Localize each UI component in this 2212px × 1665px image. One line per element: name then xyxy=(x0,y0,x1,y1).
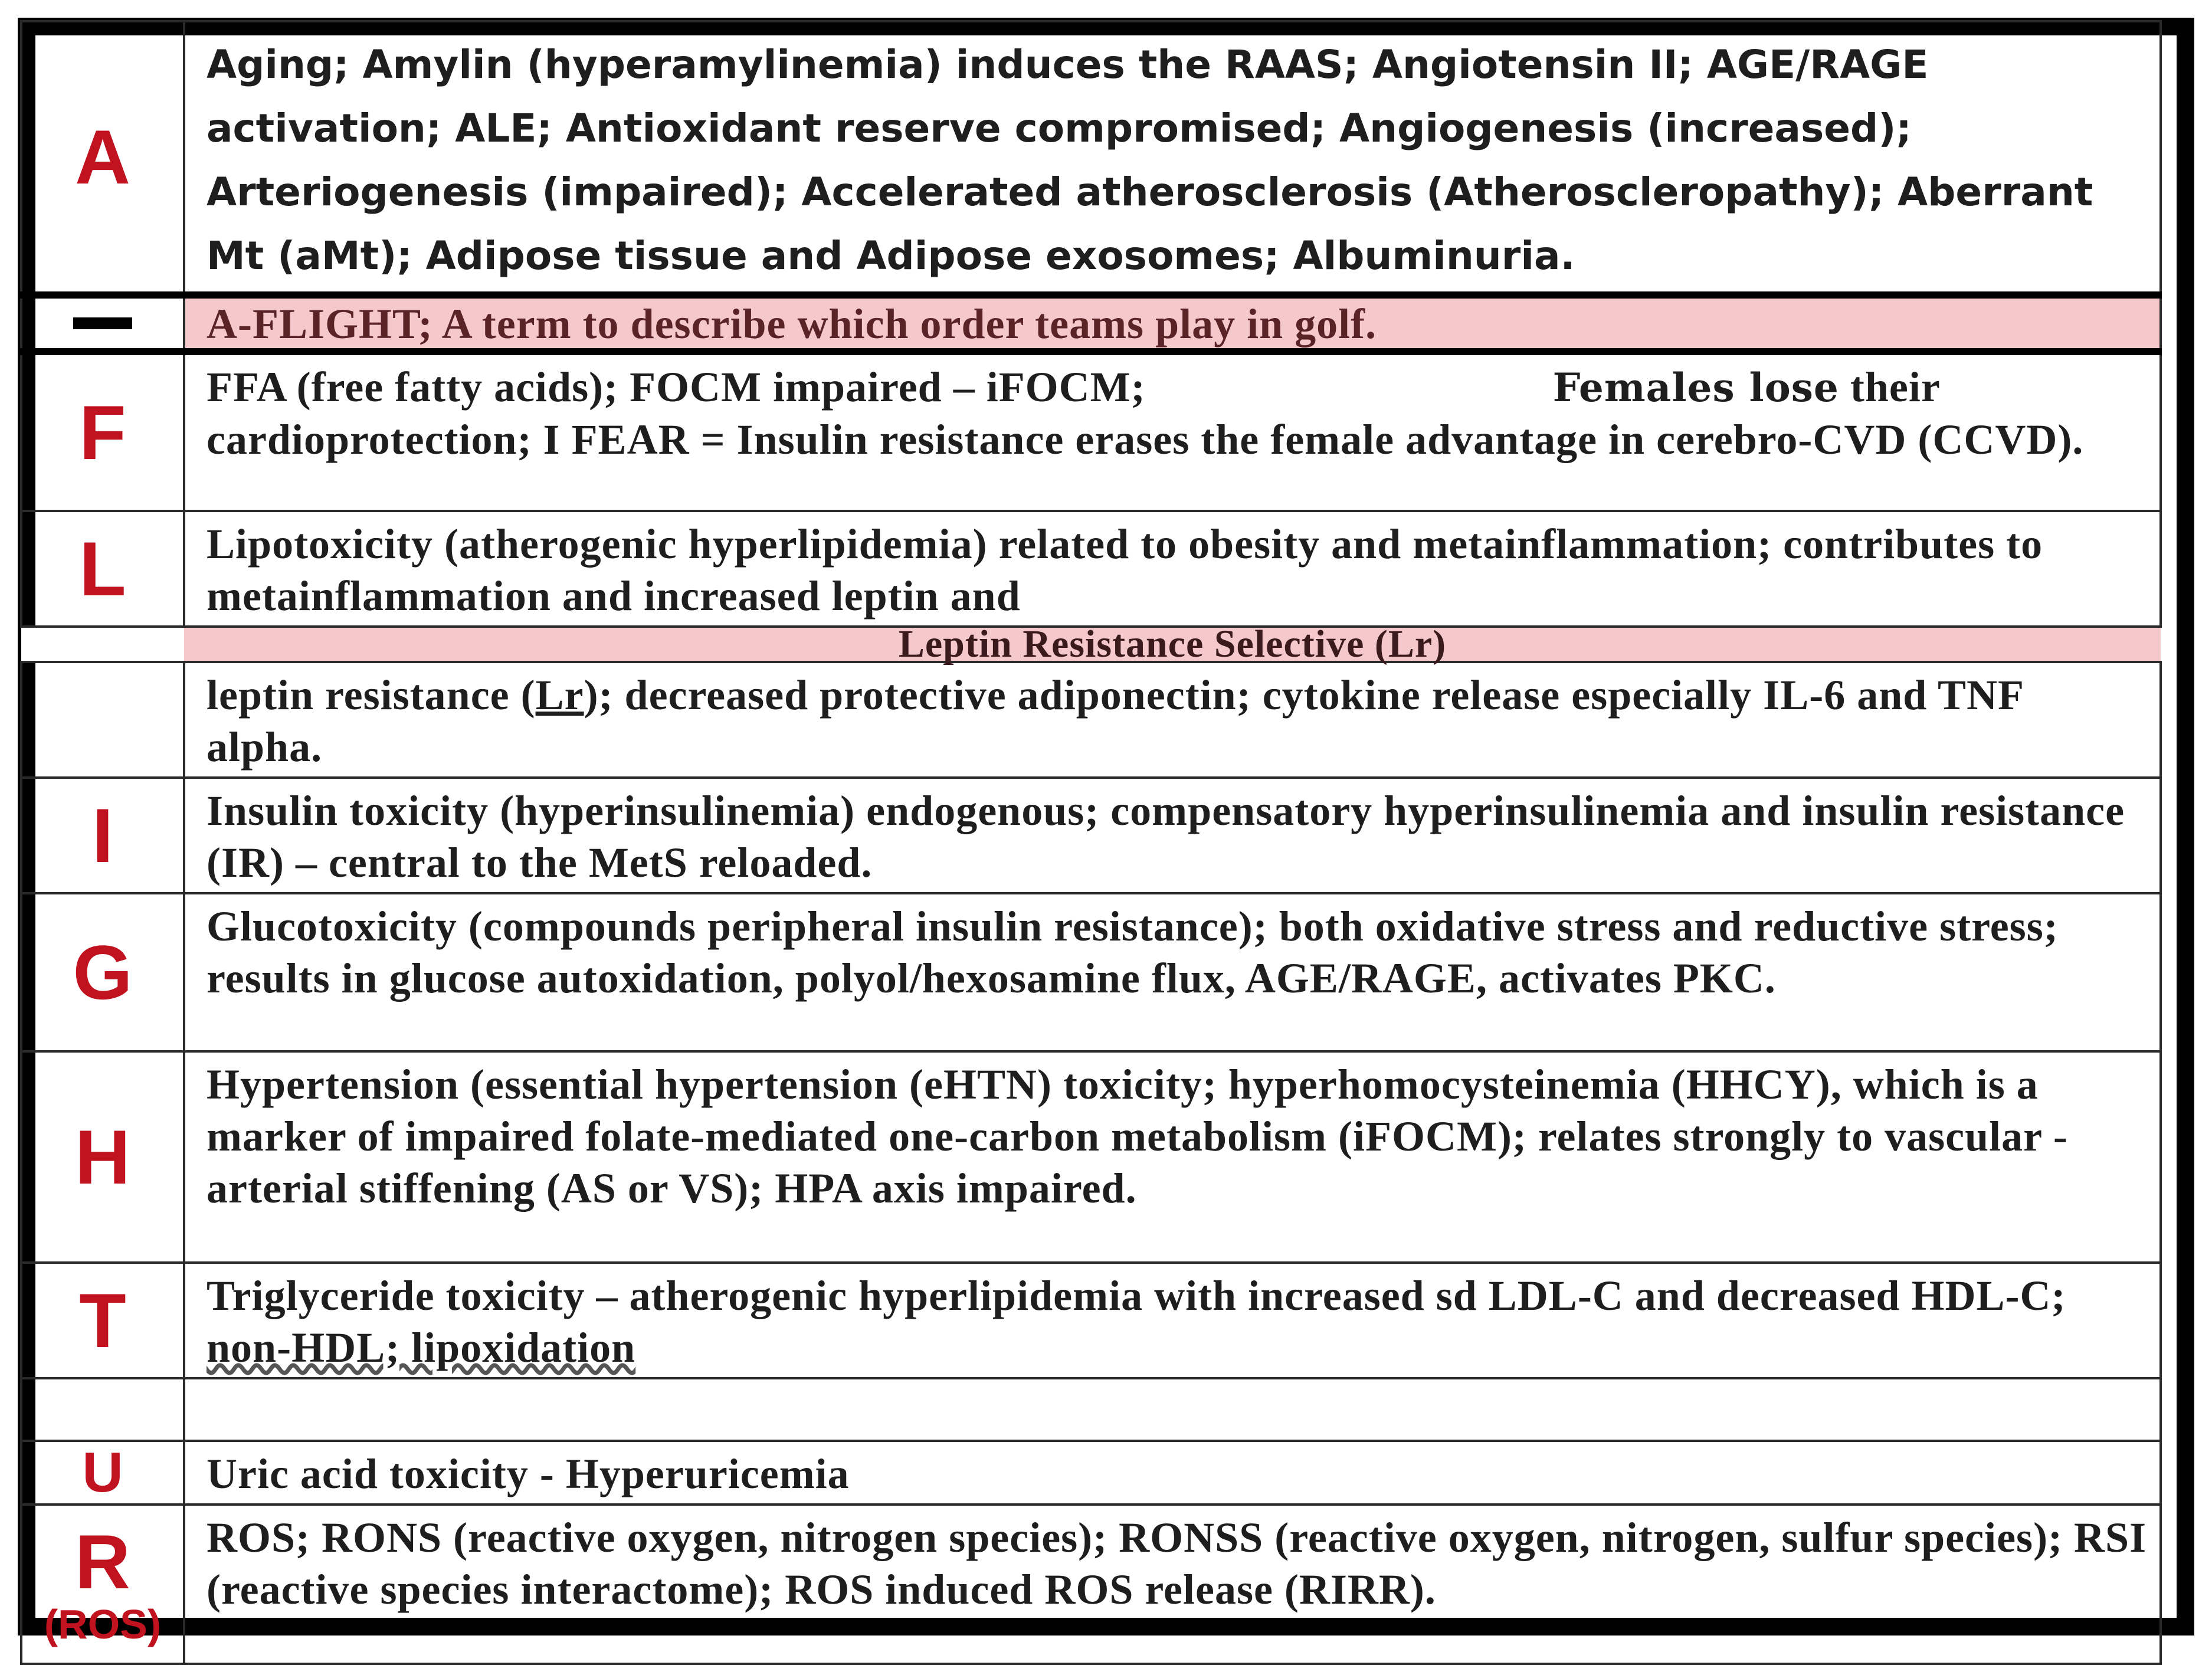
row-letter-t: T xyxy=(21,1263,184,1378)
table-row-r xyxy=(21,1505,2161,1664)
row-text-flight: A-FLIGHT; A term to describe which order teams play in golf. xyxy=(184,295,2161,352)
row-letter-dash xyxy=(21,295,184,352)
row-text-blank xyxy=(184,1378,2161,1441)
row-text-l2-part3: ); decreased protective adiponectin; cytokine release especially IL-6 and TNF alpha. xyxy=(207,671,2023,771)
row-text-l: Lipotoxicity (atherogenic hyperlipidemia) related to obesity and metainflammation; contributes to metainflammation and increased leptin and xyxy=(184,511,2161,627)
afflightur-acronym-table xyxy=(20,20,2162,1665)
leptin-resistance-banner: Leptin Resistance Selective (Lr) xyxy=(184,627,2161,662)
table-row-leptin-header xyxy=(21,627,2161,662)
table-row-a xyxy=(21,21,2161,295)
table-row-l-continued xyxy=(21,662,2161,778)
row-text-l-continued xyxy=(184,662,2161,778)
dash-mark xyxy=(73,317,132,329)
row-text-g: Glucotoxicity (compounds peripheral insulin resistance); both oxidative stress and reductive stress; results in glucose autoxidation, polyol/hexosamine flux, AGE/RAGE, activates PKC. xyxy=(184,893,2161,1051)
row-text-l2-part1: leptin resistance ( xyxy=(207,671,536,719)
row-text-t xyxy=(184,1263,2161,1378)
table-row-i xyxy=(21,778,2161,893)
row-text-h: Hypertension (essential hypertension (eHTN) toxicity; hyperhomocysteinemia (HHCY), which is a marker of impaired folate-mediated one-carbon metabolism (iFOCM); relates strongly to vascular - arterial stiffening (AS or VS); HPA axis impaired. xyxy=(184,1051,2161,1263)
row-letter-a: A xyxy=(21,21,184,295)
row-letter-i: I xyxy=(21,778,184,893)
row-text-f-part3: their cardioprotection; I FEAR = Insulin resistance erases the female advantage in cerebro-CVD (CCVD). xyxy=(207,363,2084,463)
table-row-u xyxy=(21,1441,2161,1505)
table-row-f xyxy=(21,352,2161,511)
row-letter-u: U xyxy=(21,1441,184,1505)
row-text-u: Uric acid toxicity - Hyperuricemia xyxy=(184,1441,2161,1505)
table-row-blank xyxy=(21,1378,2161,1441)
row-letter-l: L xyxy=(21,511,184,627)
row-letter-empty-2 xyxy=(21,662,184,778)
row-letter-r: R (ROS) xyxy=(21,1505,184,1664)
row-letter-r-sub: (ROS) xyxy=(44,1601,162,1647)
table-row-g xyxy=(21,893,2161,1051)
row-text-t-part1: Triglyceride toxicity – atherogenic hyperlipidemia with increased sd LDL-C and decreased HDL-C; xyxy=(207,1272,2066,1319)
row-text-f-part2: Females lose xyxy=(1552,365,1839,411)
table-row-h xyxy=(21,1051,2161,1263)
row-text-i: Insulin toxicity (hyperinsulinemia) endogenous; compensatory hyperinsulinemia and insulin resistance (IR) – central to the MetS reloaded. xyxy=(184,778,2161,893)
row-text-f-part1: FFA (free fatty acids); FOCM impaired – iFOCM; xyxy=(207,363,1146,411)
row-letter-f: F xyxy=(21,352,184,511)
table-row-flight xyxy=(21,295,2161,352)
row-text-a: Aging; Amylin (hyperamylinemia) induces the RAAS; Angiotensin II; AGE/RAGE activation; ALE; Antioxidant reserve compromised; Angiogenesis (increased); Arteriogenesis (impaired); Accelerated atherosclerosis (Atheroscleropathy); Aberrant Mt (aMt); Adipose tissue and Adipose exosomes; Albuminuria. xyxy=(184,21,2161,295)
row-text-r: ROS; RONS (reactive oxygen, nitrogen species); RONSS (reactive oxygen, nitrogen, sulfur species); RSI (reactive species interactome); ROS induced ROS release (RIRR). xyxy=(184,1505,2161,1664)
table-row-t xyxy=(21,1263,2161,1378)
row-text-l2-abbrev: Lr xyxy=(535,671,584,719)
table-row-l xyxy=(21,511,2161,627)
row-text-t-part2: non-HDL; lipoxidation xyxy=(207,1324,636,1371)
row-text-f xyxy=(184,352,2161,511)
row-letter-blank xyxy=(21,1378,184,1441)
row-letter-g: G xyxy=(21,893,184,1051)
row-letter-h: H xyxy=(21,1051,184,1263)
row-letter-empty xyxy=(21,627,184,662)
